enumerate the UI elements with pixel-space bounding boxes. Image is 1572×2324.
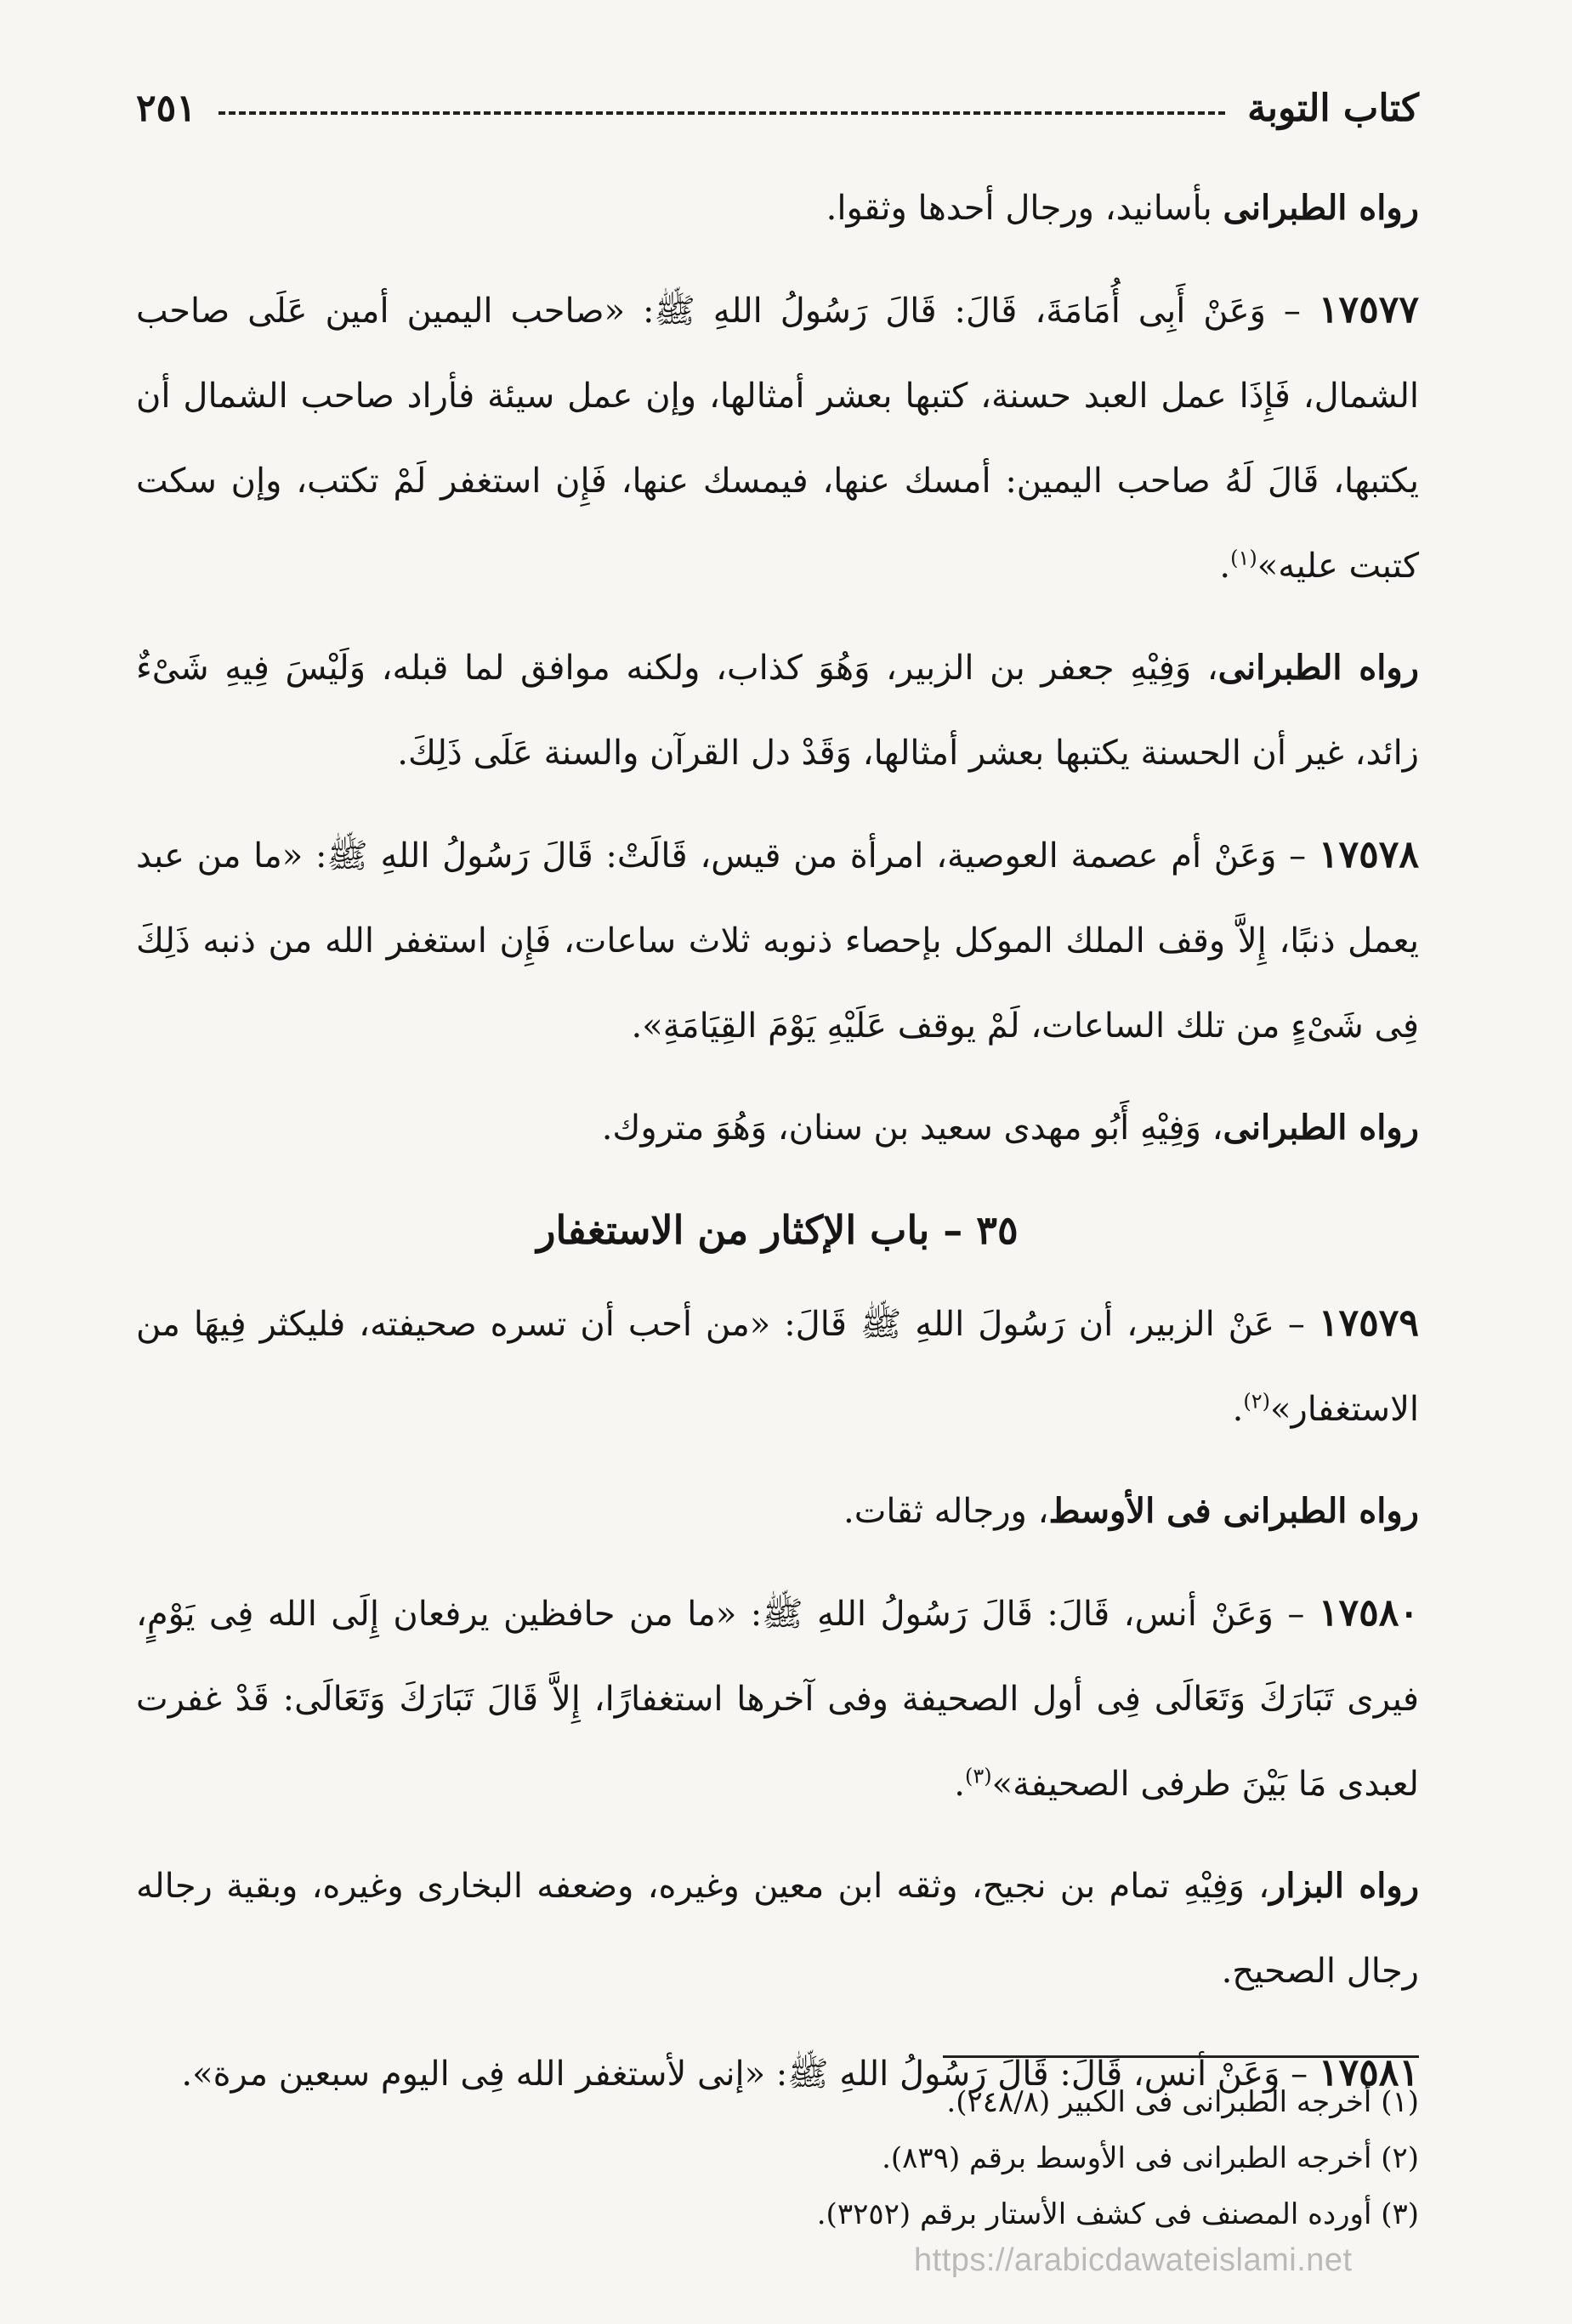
footnote-3: (٣) أورده المصنف فى كشف الأستار برقم (٣٢٥٢). bbox=[816, 2197, 1419, 2231]
header-divider bbox=[218, 111, 1225, 115]
footnote-divider bbox=[943, 2055, 1419, 2058]
hadith-text: – وَعَنْ أنس، قَالَ: قَالَ رَسُولُ اللهِ ﷺ: «إنى لأستغفر الله فِى اليوم سبعين مرة». bbox=[181, 2055, 1319, 2094]
hadith-text: – وَعَنْ أم عصمة العوصية، امرأة من قيس، قَالَتْ: قَالَ رَسُولُ اللهِ ﷺ: «ما من عبد يعمل ذنبًا، إِلاَّ وقف الملك الموكل بإحصاء ذنوبه ثلاث ساعات، فَإِن استغفر الله من ذنبه ذَلِكَ فِى شَىْءٍ من تلك الساعات، لَمْ يوقف عَلَيْهِ يَوْمَ القِيَامَةِ». bbox=[136, 836, 1419, 1046]
book-title: كتاب التوبة bbox=[1247, 86, 1419, 130]
narration-text: ، ورجاله ثقات. bbox=[843, 1492, 1049, 1531]
chapter-heading: ٣٥ – باب الإكثار من الاستغفار bbox=[536, 1207, 1019, 1253]
footnote-1: (١) أخرجه الطبرانى فى الكبير (٢٤٨/٨). bbox=[946, 2085, 1419, 2119]
hadith-entry: ١٧٥٧٧ – وَعَنْ أَبِى أُمَامَةَ، قَالَ: قَالَ رَسُولُ اللهِ ﷺ: «صاحب اليمين أمين عَلَى صاحب الشمال، فَإِذَا عمل العبد حسنة، كتبها بعشر أمثالها، وإن عمل سيئة فأراد صاحب الشمال أن يكتبها، قَالَ لَهُ صاحب اليمين: أمسك عنها، فيمسك عنها، فَإِن استغفر لَمْ تكتب، وإن سكت كتبت عليه»$^{(١)}$. bbox=[136, 288, 1419, 586]
narration-note bbox=[136, 1469, 1419, 1554]
watermark-url: https://arabicdawateislami.net bbox=[914, 2242, 1353, 2278]
narrator-source: رواه الطبرانى bbox=[1223, 1108, 1419, 1148]
footnotes bbox=[136, 2074, 1419, 2242]
hadith-number: ١٧٥٧٧ bbox=[1318, 288, 1419, 332]
narrator-source: رواه الطبرانى فى الأوسط bbox=[1048, 1491, 1419, 1531]
page-number: ٢٥١ bbox=[136, 86, 196, 130]
narrator-source: رواه البزار bbox=[1269, 1866, 1420, 1906]
narrator-source: رواه الطبرانى bbox=[1223, 188, 1419, 228]
narration-note bbox=[136, 166, 1419, 251]
footnote-reference[interactable]: (٣) bbox=[964, 1764, 992, 1788]
hadith-text: – وَعَنْ أَبِى أُمَامَةَ، قَالَ: قَالَ رَسُولُ اللهِ ﷺ: «صاحب اليمين أمين عَلَى صاحب الشمال، فَإِذَا عمل العبد حسنة، كتبها بعشر أمثالها، وإن عمل سيئة فأراد صاحب الشمال أن يكتبها، قَالَ لَهُ صاحب اليمين: أمسك عنها، فيمسك عنها، فَإِن استغفر لَمْ تكتب، وإن سكت كتبت عليه» bbox=[136, 292, 1419, 586]
narration-text: ، وَفِيْهِ جعفر بن الزبير، وَهُوَ كذاب، ولكنه موافق لما قبله، وَلَيْسَ فِيهِ شَىْءٌ زائد، غير أن الحسنة يكتبها بعشر أمثالها، وَقَدْ دل القرآن والسنة عَلَى ذَلِكَ. bbox=[136, 649, 1419, 773]
hadith-text: – عَنْ الزبير، أن رَسُولَ اللهِ ﷺ قَالَ: «من أحب أن تسره صحيفته، فليكثر فِيهَا من الاستغفار» bbox=[136, 1305, 1419, 1429]
hadith-text: – وَعَنْ أنس، قَالَ: قَالَ رَسُولُ اللهِ ﷺ: «ما من حافظين يرفعان إِلَى الله فِى يَوْمٍ، فيرى تَبَارَكَ وَتَعَالَى فِى أول الصحيفة وفى آخرها استغفارًا، إِلاَّ قَالَ تَبَارَكَ وَتَعَالَى: قَدْ غفرت لعبدى مَا بَيْنَ طرفى الصحيفة» bbox=[136, 1595, 1419, 1804]
narration-note bbox=[136, 1844, 1419, 2014]
narration-text: ، وَفِيْهِ أَبُو مهدى سعيد بن سنان، وَهُوَ متروك. bbox=[601, 1108, 1223, 1148]
narration-text: بأسانيد، ورجال أحدها وثقوا. bbox=[826, 189, 1223, 228]
footnote-reference[interactable]: (١) bbox=[1230, 546, 1257, 570]
footnote-2: (٢) أخرجه الطبرانى فى الأوسط برقم (٨٣٩). bbox=[882, 2141, 1419, 2175]
hadith-number: ١٧٥٨٠ bbox=[1318, 1591, 1419, 1635]
hadith-entry bbox=[136, 813, 1419, 1068]
narration-text: ، وَفِيْهِ تمام بن نجيح، وثقه ابن معين وغيره، وضعفه البخارى وغيره، وبقية رجاله رجال الصحيح. bbox=[136, 1867, 1419, 1991]
page-header bbox=[136, 78, 1419, 138]
hadith-number: ١٧٥٧٨ bbox=[1318, 833, 1419, 876]
hadith-number: ١٧٥٨١ bbox=[1318, 2051, 1419, 2094]
narration-note bbox=[136, 626, 1419, 796]
hadith-entry: ١٧٥٨٠ – وَعَنْ أنس، قَالَ: قَالَ رَسُولُ اللهِ ﷺ: «ما من حافظين يرفعان إِلَى الله فِى يَوْمٍ، فيرى تَبَارَكَ وَتَعَالَى فِى أول الصحيفة وفى آخرها استغفارًا، إِلاَّ قَالَ تَبَارَكَ وَتَعَالَى: قَدْ غفرت لعبدى مَا بَيْنَ طرفى الصحيفة»$^{(٣)}$. bbox=[136, 1591, 1419, 1804]
footnote-reference[interactable]: (٢) bbox=[1243, 1389, 1270, 1414]
narration-note bbox=[136, 1085, 1419, 1171]
page-body bbox=[136, 166, 1419, 2134]
hadith-number: ١٧٥٧٩ bbox=[1318, 1301, 1419, 1345]
narrator-source: رواه الطبرانى bbox=[1217, 648, 1419, 688]
hadith-entry: ١٧٥٧٩ – عَنْ الزبير، أن رَسُولَ اللهِ ﷺ قَالَ: «من أحب أن تسره صحيفته، فليكثر فِيهَا من الاستغفار»$^{(٢)}$. bbox=[136, 1301, 1419, 1429]
